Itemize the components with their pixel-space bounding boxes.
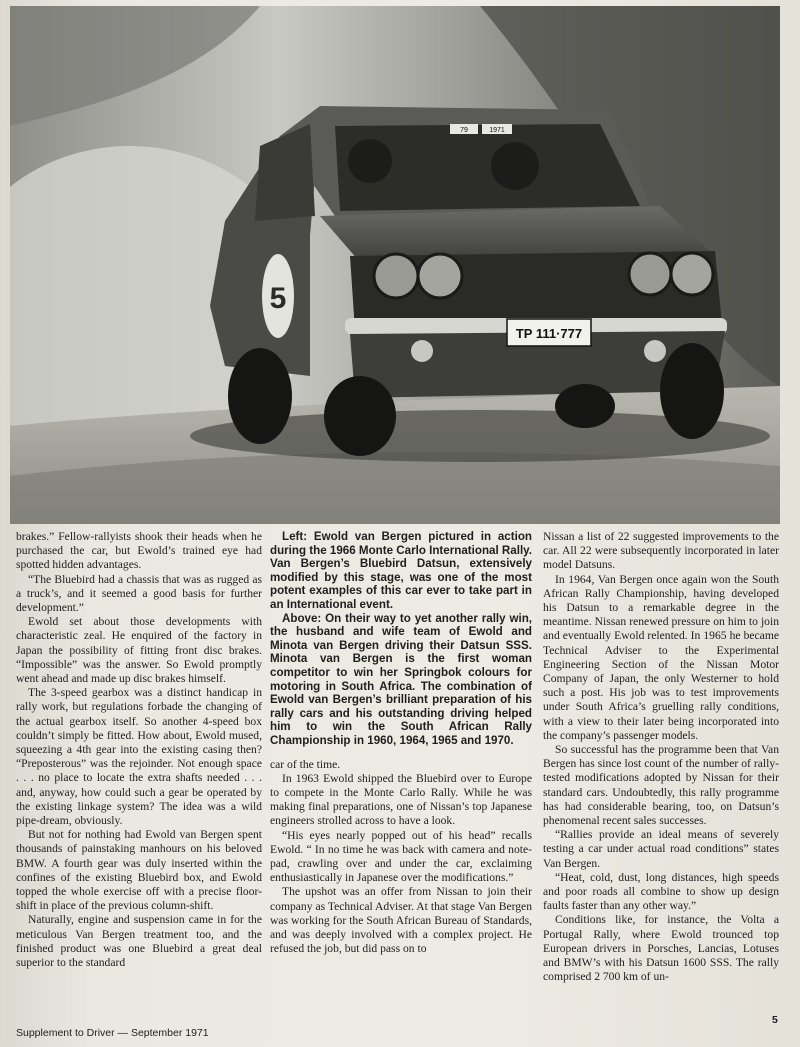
publication-footer: Supplement to Driver — September 1971	[16, 1027, 209, 1039]
page-number: 5	[772, 1014, 778, 1026]
paragraph: “Heat, cold, dust, long distances, high speeds and poor roads all combine to show up design faults faster than any other way.”	[543, 870, 779, 913]
license-plate: TP 111·777	[515, 326, 583, 341]
column-2-body	[270, 758, 532, 957]
paragraph: “His eyes nearly popped out of his head” recalls Ewold. “ In no time he was back with camera and note-pad, crawling over and under the car, exclaiming enthusiastically in Japanese over the modifications.”	[270, 828, 532, 885]
paragraph: “The Bluebird had a chassis that was as rugged as a truck’s, and it seemed a good basis for further development.”	[16, 572, 262, 615]
paragraph: Nissan a list of 22 suggested improvements to the car. All 22 were subsequently incorporated in later model Datsuns.	[543, 530, 779, 572]
paragraph: car of the time.	[270, 757, 341, 771]
paragraph: So successful has the programme been that Van Bergen has since lost count of the number of rally-tested modifications adopted by Nissan for their standard cars. Undoubtedly, this rally programme has had considerable bearing, too, on Datsun’s phenomenal recent sales successes.	[543, 743, 779, 828]
paragraph: “Rallies provide an ideal means of severely testing a car under actual road conditions” states Van Bergen.	[543, 828, 779, 870]
paragraph: Naturally, engine and suspension came in for the meticulous Van Bergen treatment too, and the finished product was one Bluebird a great deal superior to the standard	[16, 913, 262, 970]
sticker-left: 79	[460, 127, 468, 134]
paragraph: Conditions like, for instance, the Volta a Portugal Rally, where Ewold trounced top European drivers in Porsches, Lancias, Lotuses and BMW’s with his Datsun 1600 SSS. The rally comprised 2 700 km of un-	[543, 913, 779, 984]
paragraph: The upshot was an offer from Nissan to join their company as Technical Adviser. At that stage Van Bergen was working for the South African Bureau of Standards, and was deeply involved with a complex project. He refused the job, but did pass on to	[270, 885, 532, 956]
column-1	[16, 530, 262, 970]
paragraph: brakes.” Fellow-rallyists shook their heads when he purchased the car, but Ewold’s trained eye had spotted hidden advantages.	[16, 530, 262, 572]
paragraph: But not for nothing had Ewold van Bergen spent thousands of painstaking manhours on his beloved BMW. A fourth gear was duly inserted within the confines of the existing Bluebird box, and Ewold topped the whole exercise off with a precise floor-shift in place of the previous column-shift.	[16, 828, 262, 913]
sticker-right: 1971	[489, 127, 505, 134]
rally-car-photo	[10, 6, 780, 524]
paragraph: In 1963 Ewold shipped the Bluebird over to Europe to compete in the Monte Carlo Rally. While he was making final preparations, one of Nissan’s top Japanese engineers strolled across to have a look.	[270, 771, 532, 828]
column-3	[543, 530, 779, 985]
photo-caption-above: Above: On their way to yet another rally win, the husband and wife team of Ewold and Minota van Bergen driving their Datsun SSS. Minota van Bergen is the first woman competitor to win her Springbok colours for motoring in South Africa. The combination of Ewold van Bergen’s brilliant preparation of his rally cars and his outstanding driving helped him to win the South African Rally Championship in 1960, 1964, 1965 and 1970.	[270, 611, 532, 747]
paragraph: In 1964, Van Bergen once again won the South African Rally Championship, having developed his Datsun to a remarkable degree in the meantime. Nissan renewed pressure on him to join and eventually Ewold relented. In 1965 he became Technical Adviser to the Experimental Engineering Section of the Nissan Motor Company of Japan, the only Westerner to hold such a post. His job was to test improvements under South Africa’s gruelling rally conditions, with a view to their later being incorporated into the company’s passenger models.	[543, 572, 779, 742]
paragraph: The 3-speed gearbox was a distinct handicap in rally work, but regulations forbade the changing of the actual gearbox itself. So another 4-speed box couldn’t simply be fitted. How about, Ewold mused, squeezing a 4th gear into the existing casing then? “Preposterous” was the rejoinder. Not enough space . . . no place to locate the extra shafts needed . . . and, anyway, how could such a gear be operated by the existing linkage system? The idea was a wild pipe-dream, obviously.	[16, 686, 262, 828]
photo-caption-left: Left: Ewold van Bergen pictured in action during the 1966 Monte Carlo International Rally. Van Bergen’s Bluebird Datsun, extensively modified by this stage, was one of the most potent examples of this car ever to take part in an International event.	[270, 530, 532, 611]
door-number: 5	[269, 282, 287, 315]
paragraph: Ewold set about those developments with characteristic zeal. He enquired of the factory in Japan the possibility of fitting front disc brakes. “Impossible” was the answer. So Ewold promptly went ahead and made up disc brakes himself.	[16, 615, 262, 686]
column-2	[270, 530, 532, 956]
